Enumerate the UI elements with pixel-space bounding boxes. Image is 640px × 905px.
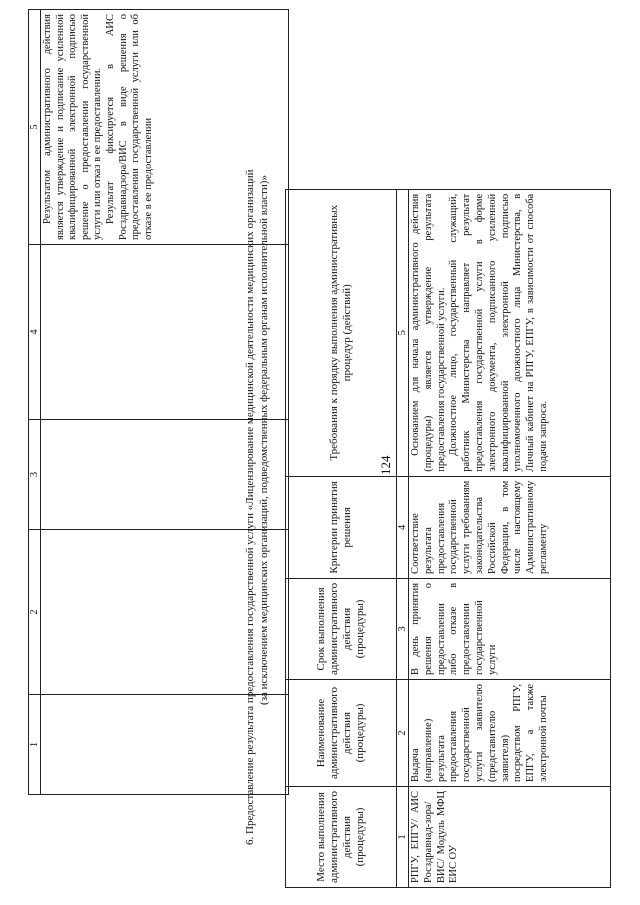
requirements-paragraph: Основанием для начала административного действия (процедуры) является утверждение результата предоставления государственной услуги.	[410, 193, 447, 472]
table-header-row	[286, 189, 397, 887]
action-name-cell: Выдача (направление) результата предоставления государственной услуги заявителю (представителю заявителя) посредством РПГУ, ЕПГУ, а также электронной почты	[409, 679, 611, 786]
requirements-cell	[409, 189, 611, 476]
result-paragraph: Результат фиксируется в АИС Росздравнадзора/ВИС в виде решения о предоставлении государственной услуги или об отказе в ее предоставлении	[104, 14, 154, 240]
column-header: Критерии принятия решения	[286, 476, 397, 578]
section-title-line: 6. Предоставление результата предоставления государственной услуги «Лицензирование медицинской деятельности медицинских организаций	[244, 169, 256, 845]
section-title-line: (за исключением медицинских организаций, подведомственных федеральным органам исполнительной власти)»	[258, 175, 271, 705]
column-header: Срок выполнения административного действия (процедуры)	[286, 578, 397, 679]
column-header: Место выполнения административного действия (процедуры)	[286, 786, 397, 887]
table-row	[409, 189, 611, 887]
term-cell: В день принятия решения о предоставлении либо отказе в предоставлении государственной услуги	[409, 578, 611, 679]
column-header: Наименование административного действия (процедуры)	[286, 679, 397, 786]
column-number: 5	[397, 189, 409, 476]
column-number: 1	[397, 786, 409, 887]
column-number: 2	[397, 679, 409, 786]
column-number: 4	[397, 476, 409, 578]
column-number: 3	[397, 578, 409, 679]
requirements-paragraph: Должностное лицо, государственный служащий, работник Министерства направляет результат предоставления государственной услуги в форме электронного документа, подписанного усиленной квалифицированной электронной подписью уполномоченного должностного лица Министерства, в Личный кабинет на РПГУ, ЕПГУ, в зависимости от способа подачи запроса.	[448, 193, 549, 472]
column-number: 1	[29, 695, 41, 795]
procedure-table	[285, 189, 611, 888]
table-header-row	[29, 10, 41, 795]
column-number: 2	[29, 530, 41, 695]
column-number-row	[397, 189, 409, 887]
column-header: Требования к порядку выполнения административных процедур (действий)	[286, 189, 397, 476]
page-number: 124	[378, 455, 393, 475]
place-cell: РПГУ, ЕПГУ/ АИС Росздравнад-зора/ ВИС/ Модуль МФЦ ЕИС ОУ	[409, 786, 611, 887]
section-title	[243, 0, 272, 845]
column-number: 4	[29, 245, 41, 420]
column-number: 5	[29, 10, 41, 245]
criteria-cell: Соответствие результата предоставления государственной услуги требованиям законодательства Российской Федерации, в том числе настоящему Административному регламенту	[409, 476, 611, 578]
result-paragraph: Результатом административного действия является утверждение и подписание усиленной квалифицированной электронной подписью решение о предоставлении государственной услуги или отказ в ее предоставлении.	[42, 14, 104, 240]
column-number: 3	[29, 420, 41, 530]
